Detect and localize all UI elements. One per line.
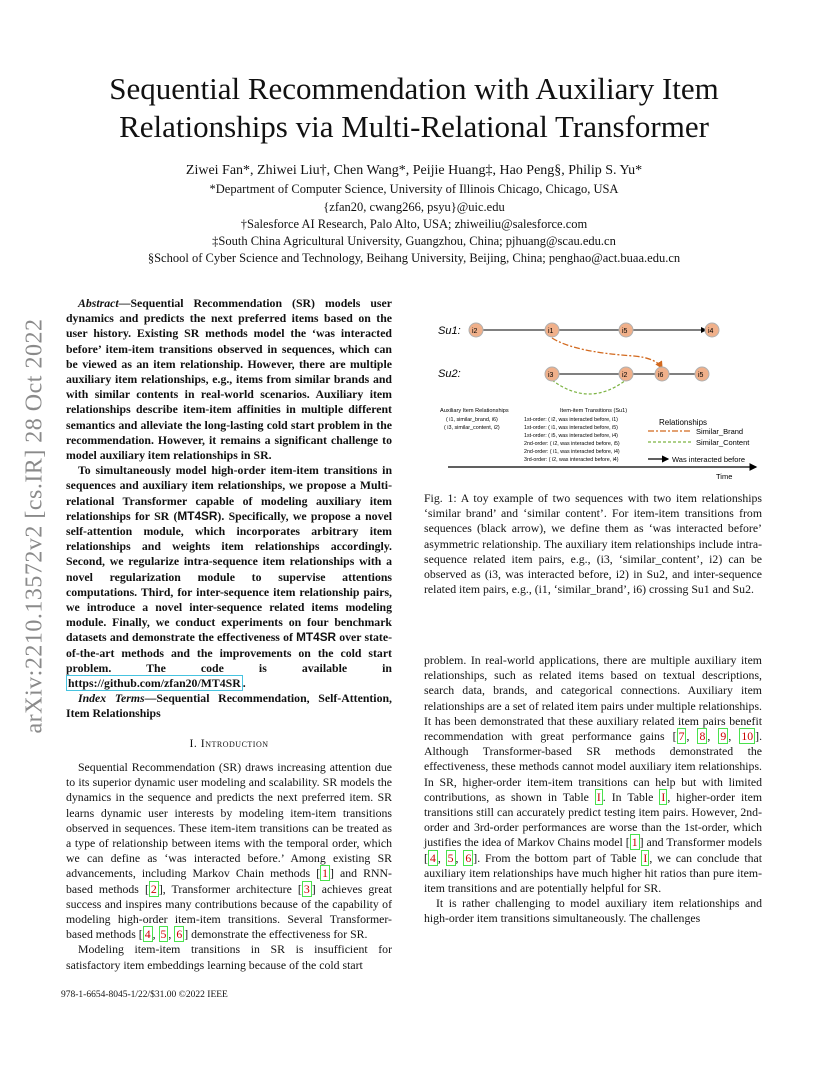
abstract-text: To simultaneously model high-order item-item transitions in sequences and auxiliary item relationships, we propose a Multi-relational Transformer capable of modeling auxiliary item relationships for SR ( <box>66 463 392 523</box>
model-name: MT4SR <box>177 508 218 523</box>
table-ref[interactable]: I <box>643 850 648 865</box>
legend-brand: Similar_Brand <box>696 427 744 436</box>
intro-left: Sequential Recommendation (SR) draws increasing attention due to its superior dynamic user modeling and scalability. SR models the dynamics in the sequence and predicts the next preferred item. SR learns dynamic user interests by modeling item-item transitions observed in sequences. These item-item transitions can be treated as a type of relationship between items with the temporal order, which we can define as ‘was interacted before.’ Among existing SR advancements, including Markov Chain methods [ 1 ] and RNN-based methods [ 2 ], Transformer architecture [ 3 ] achieves great success and inspires many contributions because of the capability of modeling high-order item-item transitions. Several Transformer-based methods [ 4 , 5 , 6 ] demonstrate the effectiveness for SR. Modeling item-item transitions in SR is insufficient for satisfactory item embeddings learning because of the cold start <box>66 759 392 972</box>
section-title: I. Introduction <box>189 735 269 750</box>
citation[interactable]: 1 <box>631 835 638 850</box>
intro-text: , higher-order item transitions still can accurately predict testing item pairs. However, 2nd-order and 3rd-order performances are worse than the 1st-order, which justifies the idea of Markov Chains model <box>424 789 762 850</box>
similar-content-edge <box>552 380 626 394</box>
affiliation-emails: {zfan20, cwang266, psyu}@uic.edu <box>323 200 505 214</box>
node-label: i1 <box>548 328 554 335</box>
intro-text: and Transformer models <box>646 835 762 850</box>
arxiv-id: arXiv:2210.13572v2 [cs.IR] 28 Oct 2022 <box>21 318 48 734</box>
paper-title: Sequential Recommendation with Auxiliary Item Relationships via Multi-Relational Transformer <box>109 71 719 144</box>
intro-text: achieves great success and inspires many contributions because of the capability of modeling high-order item-item transitions. Several Transformer-based methods <box>66 881 392 942</box>
copyright-footer: 978-1-6654-8045-1/22/$31.00 ©2022 IEEE <box>61 990 228 1000</box>
transition-row: 2nd-order: ( i2, was interacted before, i5) <box>524 441 620 447</box>
intro-text: Sequential Recommendation (SR) draws increasing attention due to its superior dynamic user modeling and scalability. SR models the dynamics in the sequence and predicts the next preferred item. SR learns dynamic user interests by modeling item-item transitions observed in sequences. These item-item transitions can be treated as a type of relationship between items with the temporal order, which we can define as ‘was interacted before.’ Among existing SR advancements, including Markov Chain methods <box>66 759 392 881</box>
intro-paragraph: It is rather challenging to model auxiliary item relationships and high-order item transitions simultaneously. The challenges <box>424 896 762 926</box>
node-label: i4 <box>708 328 714 335</box>
affiliation-1: *Department of Computer Science, University of Illinois Chicago, Chicago, USA <box>209 182 619 196</box>
affiliation-2: †Salesforce AI Research, Palo Alto, USA; zhiweiliu@salesforce.com <box>240 217 588 231</box>
citation[interactable]: 7 <box>678 729 685 744</box>
node-label: i2 <box>472 328 478 335</box>
legend-title: Relationships <box>659 418 708 427</box>
seq2-label: Su2: <box>438 368 461 380</box>
figure-1 <box>424 300 764 490</box>
table-ref[interactable]: I <box>596 789 601 804</box>
citation[interactable]: 4 <box>429 850 436 865</box>
legend-interacted: Was interacted before <box>672 455 746 464</box>
aux-row: ( i3, similar_content, i2) <box>444 425 500 431</box>
index-terms: Sequential Recommendation, Self-Attention, Item Relationships <box>66 691 392 721</box>
citation[interactable]: 2 <box>150 881 157 896</box>
citation[interactable]: 9 <box>720 729 727 744</box>
arxiv-sidebar <box>14 296 56 756</box>
aux-title: Auxiliary Item Relationships <box>440 408 509 414</box>
node-label: i2 <box>622 372 628 379</box>
transition-row: 3rd-order: ( i2, was interacted before, i4) <box>524 457 619 463</box>
intro-text: , Transformer architecture <box>162 881 292 896</box>
time-label: Time <box>716 472 733 481</box>
section-heading <box>66 736 392 751</box>
legend-content: Similar_Content <box>696 438 750 447</box>
transition-row: 2nd-order: ( i1, was interacted before, i4) <box>524 449 620 455</box>
citation[interactable]: 6 <box>465 850 472 865</box>
abstract-paragraph-1: Sequential Recommendation (SR) models user dynamics and predicts the next preferred items based on the user history. Existing SR methods model the ‘was interacted before’ item-item transitions observed in sequences, which can be viewed as an item relationship. However, there are multiple auxiliary item relationships, e.g., items from similar brands and with similar contents in real-world scenarios. Auxiliary item relationships describe item-item affinities in multiple different semantics and alleviate the long-lasting cold start problem in the recommendation. However, it remains a significant challenge to model auxiliary item relationships in SR. <box>66 296 392 463</box>
transition-row: 1st-order: ( i2, was interacted before, i1) <box>524 417 618 423</box>
intro-text: demonstrate the effectiveness for SR. <box>191 927 368 942</box>
table-ref[interactable]: I <box>661 789 666 804</box>
abstract: Abstract—Sequential Recommendation (SR) models user dynamics and predicts the next preferred items based on the user history. Existing SR methods model the ‘was interacted before’ item-item transitions observed in sequences, which can be viewed as an item relationship. However, there are multiple auxiliary item relationships, e.g., items from similar brands and with similar contents in real-world scenarios. Auxiliary item relationships describe item-item affinities in multiple different semantics and alleviate the long-lasting cold start problem in the recommendation. However, it remains a significant challenge to model auxiliary item relationships in SR. To simultaneously model high-order item-item transitions in sequences and auxiliary item relationships, we propose a Multi-relational Transformer capable of modeling auxiliary item relationships for SR (MT4SR). Specifically, we propose a novel self-attention module, which incorporates arbitrary item relationships and weights item relationships accordingly. Second, we regularize intra-sequence item relationships with a novel regularization module to supervise attentions computations. Third, for inter-sequence item relationship pairs, we introduce a novel inter-sequence related items modeling module. Finally, we conduct experiments on four benchmark datasets and demonstrate the effectiveness of MT4SR over state-of-the-art methods and the improvements on the cold start problem. The code is available in https://github.com/zfan20/MT4SR . Index Terms—Sequential Recommendation, Self-Attention, Item Relationships <box>66 296 393 721</box>
abstract-text: . <box>242 676 246 691</box>
abstract-text: over state-of-the-art methods and the improvements on the cold start problem. The code is available in <box>66 630 393 675</box>
intro-text: . In Table <box>602 789 654 804</box>
code-link[interactable]: https://github.com/zfan20/MT4SR <box>68 676 241 691</box>
figure-caption: Fig. 1: A toy example of two sequences with two item relationships ‘similar brand’ and ‘similar content’. For item-item transitions from sequences (black arrow), we define them as ‘was interacted before’ asymmetric relationship. The auxiliary item relationships include intra-sequence related item pairs, e.g., (i3, ‘similar_content’, i2) can be observed as (i3, was interacted before, i2) in Su2, and inter-sequence related item pairs, e.g., (i1, ‘similar_brand’, i6) crossing Su1 and Su2. <box>424 491 762 597</box>
intro-text: problem. In real-world applications, there are multiple auxiliary item relationships, such as related items based on textual descriptions, search data, brands, and categorical connections. Auxiliary item relationships are a set of related item pairs under multiple relationships. It has been demonstrated that these auxiliary related item pairs benefit recommendation with great performance gains <box>424 653 762 744</box>
left-column <box>66 296 392 973</box>
affiliation-4: §School of Cyber Science and Technology, Beihang University, Beijing, China; penghao@act.buaa.edu.cn <box>147 251 681 265</box>
citation[interactable]: 5 <box>160 927 167 942</box>
node-label: i3 <box>548 372 554 379</box>
intro-paragraph-2: Modeling item-item transitions in SR is insufficient for satisfactory item embeddings learning because of the cold start <box>66 942 392 972</box>
citation[interactable]: 8 <box>699 729 706 744</box>
seq1-label: Su1: <box>438 325 461 337</box>
intro-text: . Although Transformer-based SR methods demonstrated the effectiveness, these methods cannot model auxiliary item relationships. In SR, higher-order item-item transitions can help but with limited contributions, as shown in Table <box>424 729 763 804</box>
author-list: Ziwei Fan*, Zhiwei Liu†, Chen Wang*, Peijie Huang‡, Hao Peng§, Philip S. Yu* <box>185 163 643 178</box>
aux-row: ( i1, similar_brand, i6) <box>446 417 498 423</box>
node-label: i5 <box>698 372 704 379</box>
abstract-text: ). Specifically, we propose a novel self-attention module, which incorporates arbitrary item relationships and weights item relationships accordingly. Second, we regularize intra-sequence item relationships with a novel regularization module to supervise attentions computations. Third, for inter-sequence item relationship pairs, we introduce a novel inter-sequence related items modeling module. Finally, we conduct experiments on four benchmark datasets and demonstrate the effectiveness of <box>66 508 392 645</box>
citation[interactable]: 3 <box>303 881 310 896</box>
citation[interactable]: 10 <box>741 729 754 744</box>
index-terms-label: Index Terms <box>78 691 145 706</box>
transition-row: 1st-order: ( i1, was interacted before, i5) <box>524 425 618 431</box>
right-column: problem. In real-world applications, there are multiple auxiliary item relationships, such as related items based on textual descriptions, search data, brands, and categorical connections. Auxiliary item relationships are a set of related item pairs under multiple relationships. It has been demonstrated that these auxiliary related item pairs benefit recommendation with great performance gains [ 7 , 8 , 9 , 10 ]. Although Transformer-based SR methods demonstrated the effectiveness, these methods cannot model auxiliary item relationships. In SR, higher-order item-item transitions can help but with limited contributions, as shown in Table I . In Table I , higher-order item transitions still can accurately predict testing item pairs. However, 2nd-order and 3rd-order performances are worse than the 1st-order, which justifies the idea of Markov Chains model [ 1 ] and Transformer models [ 4 , 5 , 6 ]. From the bottom part of Table I , we can conclude that auxiliary item relationships have much higher hit ratios than pure item-item transitions and are potentially helpful for SR. It is rather challenging to model auxiliary item relationships and high-order item transitions simultaneously. The challenges <box>424 653 763 926</box>
citation[interactable]: 4 <box>144 927 151 942</box>
citation[interactable]: 6 <box>176 927 183 942</box>
transition-row: 1st-order: ( i5, was interacted before, i4) <box>524 433 618 439</box>
intro-text: and RNN-based methods <box>66 866 392 896</box>
intro-text: , we can conclude that auxiliary item relationships have much higher hit ratios than pure item-item transitions and are potentially helpful for SR. <box>424 850 763 896</box>
citation[interactable]: 5 <box>447 850 454 865</box>
abstract-label: Abstract <box>78 296 119 310</box>
similar-brand-edge <box>552 338 662 368</box>
model-name: MT4SR <box>296 630 337 645</box>
transitions-title: Item-item Transitions (Su1) <box>560 408 628 414</box>
citation[interactable]: 1 <box>322 866 329 881</box>
node-label: i6 <box>658 372 664 379</box>
affiliation-3: ‡South China Agricultural University, Guangzhou, China; pjhuang@scau.edu.cn <box>212 234 616 248</box>
node-label: i5 <box>622 328 628 335</box>
intro-text: . From the bottom part of Table <box>477 850 637 865</box>
